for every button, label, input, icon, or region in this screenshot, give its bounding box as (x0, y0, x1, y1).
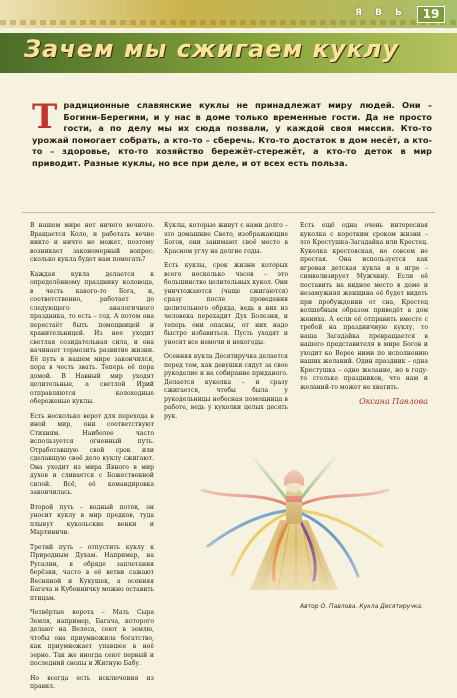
paragraph: Но всегда есть исключения из правил. (30, 674, 154, 690)
title-band (0, 33, 457, 73)
paragraph: Есть несколько верот для перехода в иной мир, они соответствуют Стихиям. Наиболее часто используется огненный путь. Отработавшую свой срок или сделавшую своё дело куклу сжигают. Она уходит из мира Явного в мир духов и сливается с Божественной силой. Всё, её командировка закончилась. (30, 412, 154, 496)
lead-text: радиционные славянские куклы не принадлежат миру людей. Они – Богини-Берегини, и у нас в доме только временные гости. Да не просто гости, а по делу мы их сюда позвали, у каждой своя миссия. Кто-то урожай помогает собрать, а кто-то – сберечь. Кто-то достаток в дом несёт, а кто-то – здоровье, кто-то хозяйство бережёт-стережёт, а кто-то деток в мир приводит. Разные куклы, но все при деле, и от всех есть польза. (32, 100, 432, 168)
header-band (0, 0, 457, 28)
paragraph: В нашем мире нет ничего вечного. Вращается Коло, и работать вечно никто и ничто не может, поэтому возникает закономерный вопрос: сколько кукла будет нам помогать? (30, 222, 154, 263)
divider (22, 212, 435, 213)
paragraph: Куклы, которые живут с нами долго – это домашние Свето, изображающие Богов, они занимают своё место в Красном углу на долгие годы. (164, 222, 288, 255)
paragraph: Есть ещё одна очень интересная куколка с коротким сроком жизни – это Крестушка-Загадайка или Крестец. Куколка крестовская, но совсем не простая. Она используется как игровая детская кукла и в игре – символизирует Мужчину. Если её поставить на видное место в доме и незамужняя женщина её будет видеть при пробуждении от сна, Крестец волшебным образом приведёт в дом жениха. А если её отправить вместе с требой на праздничную куклу, то наша Загадайка превращается в нашего представителя в мире Богов и уходит ко Верее ними по исполнению наших желаний. Один праздник – одна Крестушка – одно желание, но в году-то столько праздников, что нам и желаний-то может не хватить. (300, 222, 428, 391)
paragraph: Третий путь – отпустить куклу к Природным Духам. Например, на Русалии, в обряде заплетания берёзки, часто в её ветви сажают Весняной и Кукушек, а осенняя Багача и Кубенничку можно оставить птицам. (30, 543, 154, 602)
doll-photo (162, 450, 426, 598)
paragraph: Каждая кукла делается к определённому празднику коловода, в честь какого-то Бога, и, соответственно, работает до следующего аналогичного праздника, то есть – год. А потом она перестаёт быть помощницей и хранительницей. Из нее уходит светлая созидательная сила, и она начинает тормозить развитие жизни. Её путь в нашем мире закончился, пора в честь звать. Теперь её пора домой. В Навный мир уходят целительные, а светлой Ирий отправляются колоходные обереженые куклы. (30, 270, 154, 405)
page-number: 19 (417, 6, 445, 23)
paragraph: Четвёртые ворота – Мать Сыра Земля, например, Багача, которого делают на Велеса, сеют в землю, чтобы она приумножила богатство, как приумножает упавшее в неё зерно. Так же иногда сеют первый и последний снопы и Житную Бабу. (30, 609, 154, 667)
column-1 (30, 222, 154, 698)
header-ornament (0, 20, 457, 25)
drop-cap: Т (32, 97, 58, 137)
article-title: Зачем мы сжигаем куклу (24, 35, 400, 63)
author-signature: Оксана Павлова (359, 397, 428, 406)
paragraph: Осенняя кукла Десятиручка делается перед тем, как девушки сядут за свое рукоделие и на собирание приданого. Делается куколка – и сразу сжигается, чтобы была у рукодельницы небесная помощница в работе, ведь у куколки целых десять рук. (164, 353, 288, 420)
column-2 (164, 222, 288, 427)
paragraph: Второй путь – водный поток, он уносит куклу в мир предков, туда плывут кукольские венки и Мартиничи. (30, 503, 154, 536)
section-label: Я В Ь (355, 8, 407, 18)
lead-paragraph (32, 97, 432, 170)
paragraph: Есть куклы, срок жизни которых всего несколько часов – это большинство целительных кукол. Они уничтожаются (чаще сжигаются) сразу после проведения целительного обряда, ведь в них из человека перехадит Дух Болезни, и теперь они опасны, от них надо быстро избавиться. Пусть уходят и уносят все немочи и некогоды. (164, 262, 288, 346)
photo-caption: Автор О. Павлова. Кукла Десятиручка. (300, 603, 423, 610)
column-3 (300, 222, 428, 407)
